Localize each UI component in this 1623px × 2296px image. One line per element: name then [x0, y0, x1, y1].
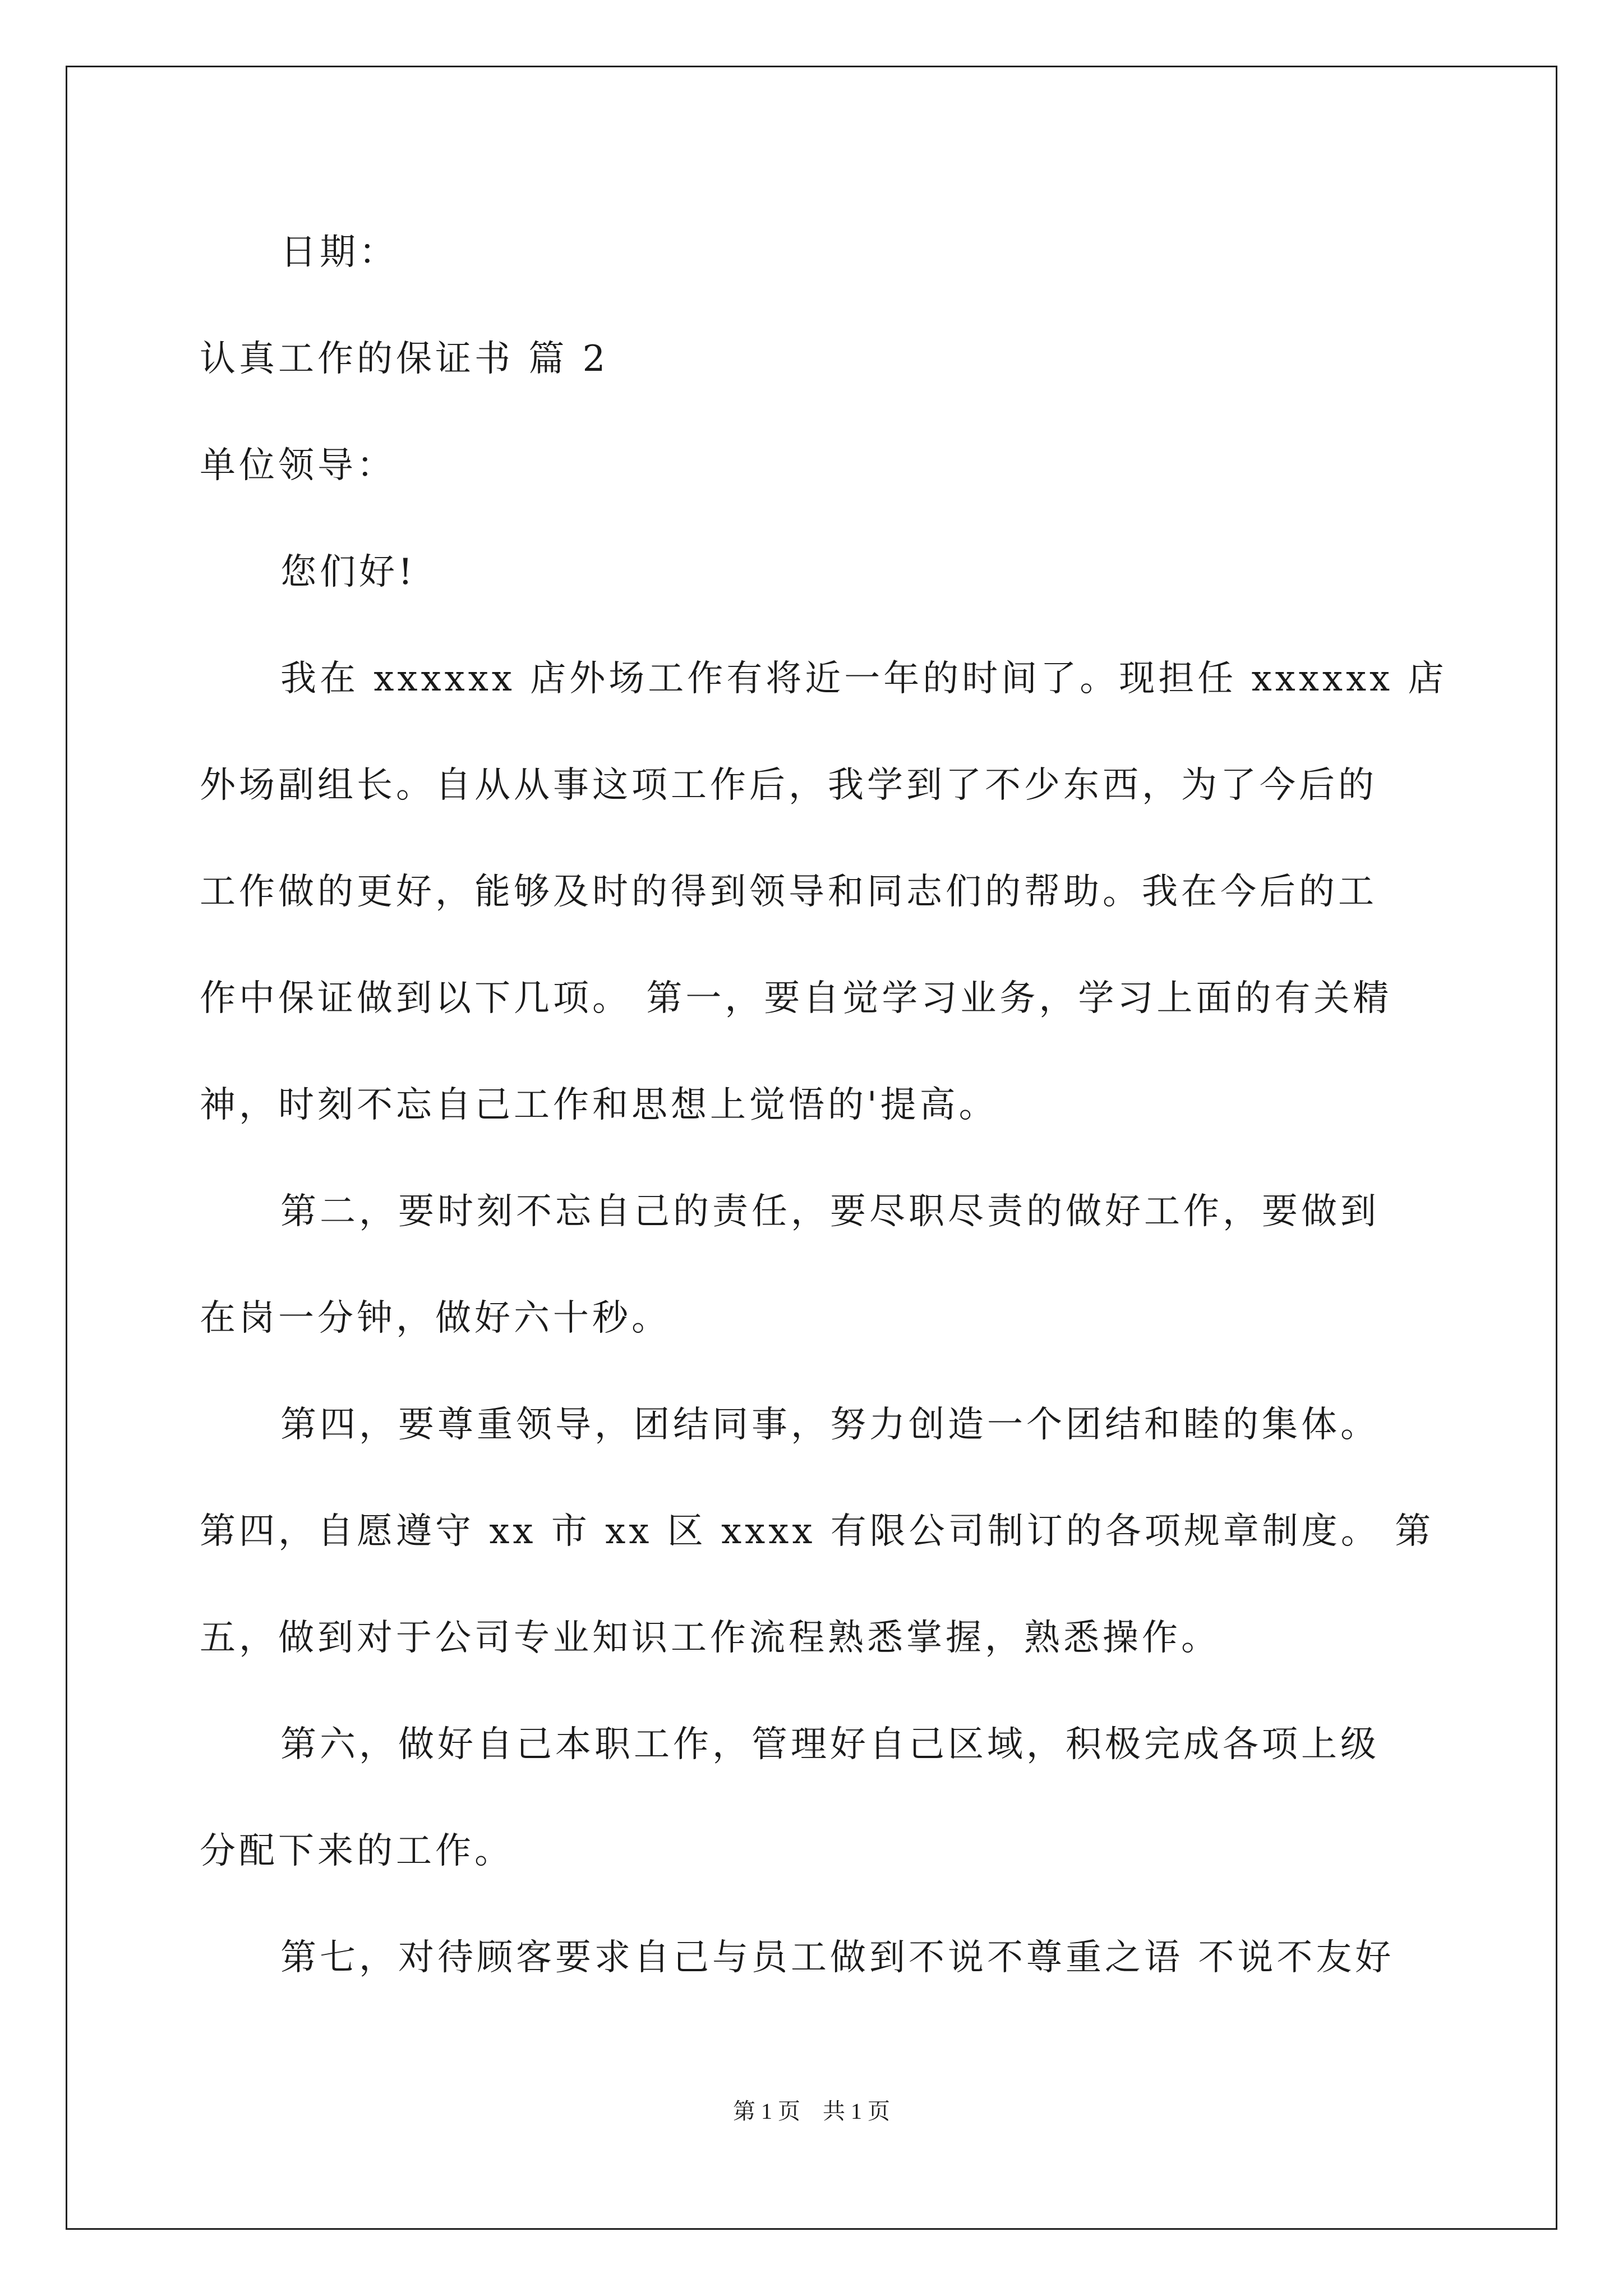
- body-line: 第七，对待顾客要求自己与员工做到不说不尊重之语 不说不友好: [280, 1937, 1395, 1978]
- body-line: 第二，要时刻不忘自己的责任，要尽职尽责的做好工作，要做到: [280, 1191, 1380, 1232]
- body-line: 工作做的更好，能够及时的得到领导和同志们的帮助。我在今后的工: [200, 871, 1377, 913]
- page-number-footer: 第 1 页 共 1 页: [733, 2099, 890, 2124]
- body-line: 在岗一分钟，做好六十秒。: [200, 1297, 671, 1339]
- body-line: 作中保证做到以下几项。 第一，要自觉学习业务，学习上面的有关精: [200, 978, 1393, 1019]
- salutation-recipient: 单位领导：: [200, 445, 396, 486]
- date-label: 日期：: [280, 232, 398, 273]
- body-line: 我在 xxxxxx 店外场工作有将近一年的时间了。现担任 xxxxxx 店: [280, 658, 1447, 700]
- section-heading: 认真工作的保证书 篇 2: [200, 338, 609, 380]
- body-line: 第四，要尊重领导，团结同事，努力创造一个团结和睦的集体。: [280, 1404, 1380, 1446]
- body-line: 五，做到对于公司专业知识工作流程熟悉掌握，熟悉操作。: [200, 1617, 1220, 1659]
- body-line: 神，时刻不忘自己工作和思想上觉悟的'提高。: [200, 1084, 998, 1126]
- greeting: 您们好!: [280, 551, 416, 593]
- body-line: 第四，自愿遵守 xx 市 xx 区 xxxx 有限公司制订的各项规章制度。 第: [200, 1511, 1435, 1552]
- page-border: [66, 66, 1557, 2230]
- body-line: 外场副组长。自从从事这项工作后，我学到了不少东西，为了今后的: [200, 765, 1377, 806]
- body-line: 分配下来的工作。: [200, 1830, 514, 1872]
- body-line: 第六，做好自己本职工作，管理好自己区域，积极完成各项上级: [280, 1724, 1380, 1765]
